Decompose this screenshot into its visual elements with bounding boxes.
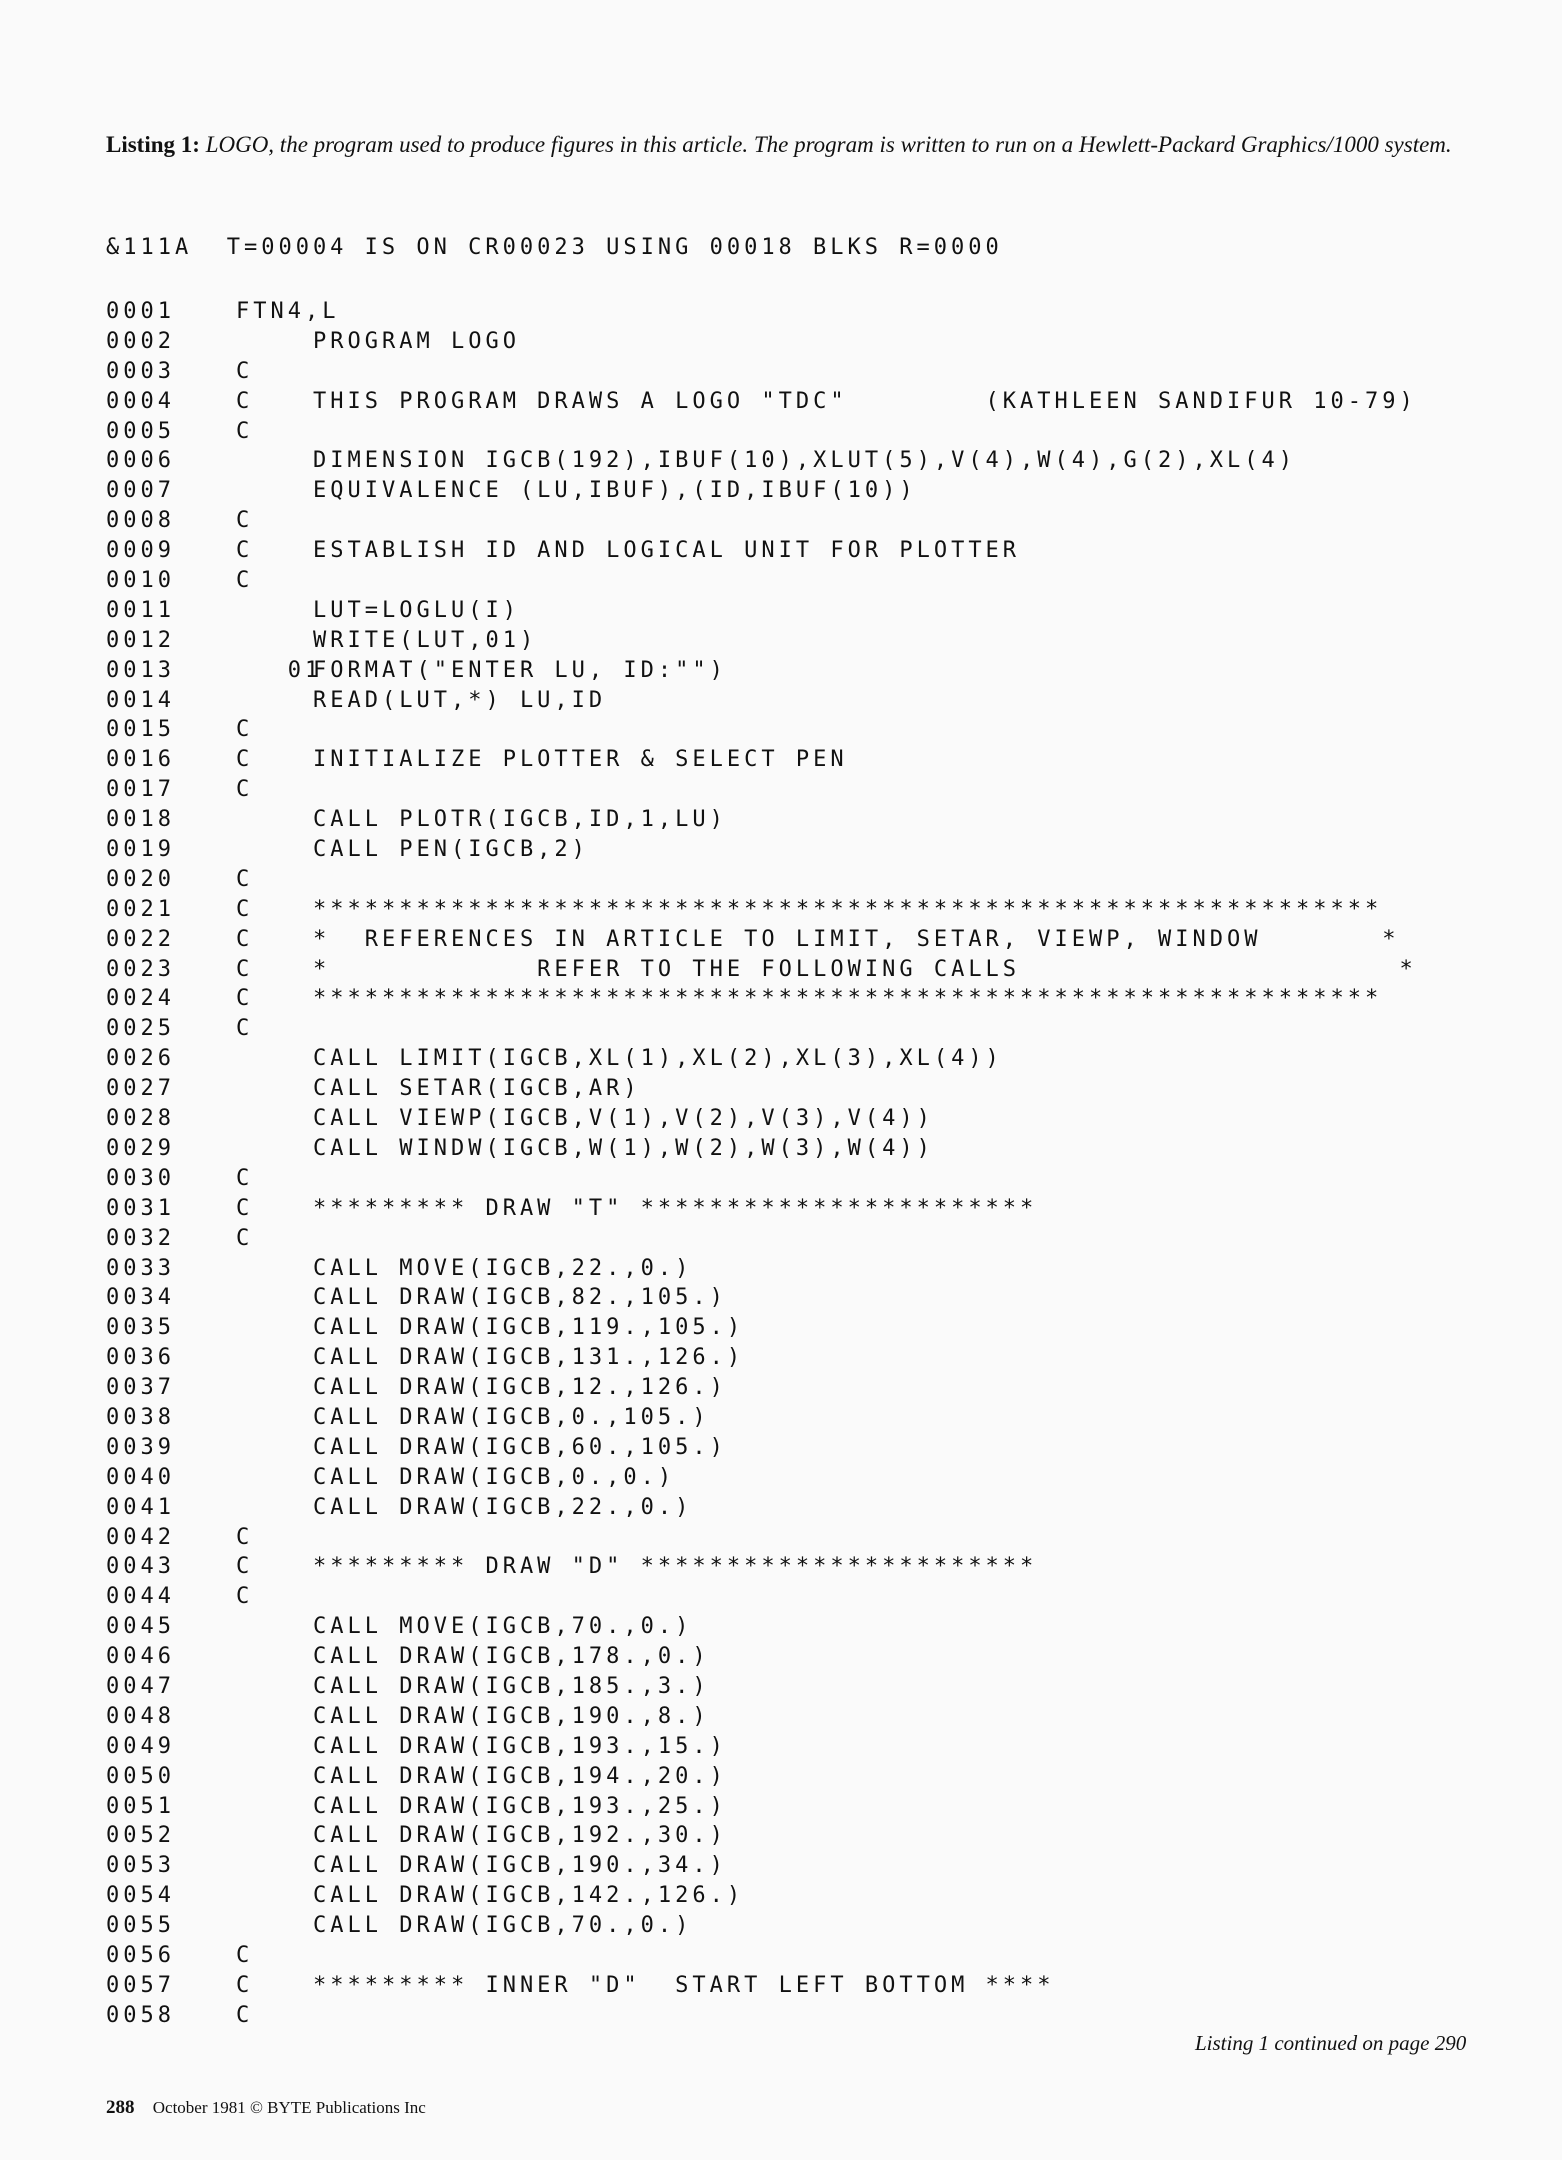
- line-label: C: [236, 568, 254, 594]
- line-code: CALL DRAW(IGCB,70.,0.): [313, 1913, 693, 1939]
- line-number: 0026: [106, 1046, 175, 1072]
- listing-line: [106, 895, 1526, 925]
- listing-line: [106, 1044, 1526, 1074]
- line-code: PROGRAM LOGO: [313, 328, 520, 354]
- listing-line: [106, 686, 1526, 716]
- line-label: 01: [236, 657, 323, 683]
- line-label: C: [236, 1942, 254, 1968]
- listing-line: [106, 1821, 1526, 1851]
- listing-line: [106, 1762, 1526, 1792]
- line-number: 0040: [106, 1464, 175, 1490]
- line-number: 0020: [106, 866, 175, 892]
- line-code: CALL DRAW(IGCB,82.,105.): [313, 1285, 727, 1311]
- listing-line: [106, 1254, 1526, 1284]
- line-code: EQUIVALENCE (LU,IBUF),(ID,IBUF(10)): [313, 478, 917, 504]
- line-label: C: [236, 358, 254, 384]
- line-number: 0050: [106, 1763, 175, 1789]
- line-number: 0031: [106, 1195, 175, 1221]
- line-number: 0038: [106, 1404, 175, 1430]
- line-number: 0004: [106, 388, 175, 414]
- listing-line: [106, 1493, 1526, 1523]
- line-number: 0045: [106, 1614, 175, 1640]
- caption-text: LOGO, the program used to produce figures in this article. The program is written to run on a Hewlett-Packard Graphics/1000 system.: [205, 132, 1452, 157]
- listing-line: [106, 1971, 1526, 2001]
- line-number: 0006: [106, 448, 175, 474]
- line-code: CALL DRAW(IGCB,131.,126.): [313, 1345, 745, 1371]
- listing-line: [106, 745, 1526, 775]
- line-code: ********* DRAW "D" ***********************: [313, 1554, 1038, 1580]
- line-number: 0005: [106, 418, 175, 444]
- listing-line: [106, 1911, 1526, 1941]
- line-code: ESTABLISH ID AND LOGICAL UNIT FOR PLOTTER: [313, 538, 1021, 564]
- listing-line: [106, 1732, 1526, 1762]
- line-code: **************************************************************: [313, 896, 1383, 922]
- line-label: C: [236, 1554, 254, 1580]
- line-code: CALL DRAW(IGCB,0.,105.): [313, 1404, 710, 1430]
- line-code: CALL LIMIT(IGCB,XL(1),XL(2),XL(3),XL(4)): [313, 1046, 1003, 1072]
- caption-label: Listing 1:: [106, 132, 200, 157]
- listing-line: [106, 1014, 1526, 1044]
- line-number: 0003: [106, 358, 175, 384]
- line-number: 0054: [106, 1883, 175, 1909]
- line-number: 0017: [106, 777, 175, 803]
- line-label: C: [236, 1195, 254, 1221]
- listing-line: [106, 297, 1526, 327]
- line-number: 0051: [106, 1793, 175, 1819]
- line-code: CALL MOVE(IGCB,22.,0.): [313, 1255, 693, 1281]
- line-code: CALL DRAW(IGCB,119.,105.): [313, 1315, 745, 1341]
- listing-line: [106, 387, 1526, 417]
- listing-line: [106, 1104, 1526, 1134]
- listing-line: [106, 1343, 1526, 1373]
- line-number: 0037: [106, 1375, 175, 1401]
- continued-note: Listing 1 continued on page 290: [1195, 2031, 1467, 2055]
- listing-line: [106, 1164, 1526, 1194]
- line-code: CALL DRAW(IGCB,12.,126.): [313, 1375, 727, 1401]
- line-label: C: [236, 1016, 254, 1042]
- line-number: 0044: [106, 1584, 175, 1610]
- listing-line: [106, 1523, 1526, 1553]
- listing-line: [106, 775, 1526, 805]
- listing-line: [106, 626, 1526, 656]
- listing-line: [106, 925, 1526, 955]
- line-code: CALL DRAW(IGCB,60.,105.): [313, 1434, 727, 1460]
- listing-line: [106, 656, 1526, 686]
- line-label: C: [236, 926, 254, 952]
- line-number: 0025: [106, 1016, 175, 1042]
- listing-line: [106, 1224, 1526, 1254]
- line-label: C: [236, 388, 254, 414]
- line-number: 0046: [106, 1644, 175, 1670]
- listing-line: [106, 1433, 1526, 1463]
- listing-line: [106, 835, 1526, 865]
- line-number: 0042: [106, 1524, 175, 1550]
- line-number: 0028: [106, 1106, 175, 1132]
- line-label: FTN4,L: [236, 299, 340, 324]
- line-code: CALL DRAW(IGCB,178.,0.): [313, 1644, 710, 1670]
- listing-line: [106, 1074, 1526, 1104]
- listing-line: [106, 2001, 1526, 2031]
- line-number: 0056: [106, 1942, 175, 1968]
- listing-line: [106, 1552, 1526, 1582]
- code-listing: [106, 233, 1526, 2028]
- line-code: THIS PROGRAM DRAWS A LOGO "TDC" (KATHLEEN SANDIFUR 10-79): [313, 388, 1417, 414]
- line-number: 0018: [106, 807, 175, 833]
- line-label: C: [236, 896, 254, 922]
- listing-line: [106, 984, 1526, 1014]
- line-number: 0014: [106, 687, 175, 713]
- line-label: C: [236, 747, 254, 773]
- line-number: 0048: [106, 1703, 175, 1729]
- listing-line: [106, 955, 1526, 985]
- listing-line: [106, 476, 1526, 506]
- line-code: CALL PLOTR(IGCB,ID,1,LU): [313, 807, 727, 833]
- line-number: 0021: [106, 896, 175, 922]
- listing-line: [106, 1612, 1526, 1642]
- listing-line: [106, 327, 1526, 357]
- line-code: * REFER TO THE FOLLOWING CALLS *: [313, 956, 1417, 982]
- line-number: 0053: [106, 1853, 175, 1879]
- listing-line: [106, 1851, 1526, 1881]
- line-label: C: [236, 777, 254, 803]
- line-number: 0057: [106, 1972, 175, 1998]
- line-number: 0055: [106, 1913, 175, 1939]
- line-code: CALL SETAR(IGCB,AR): [313, 1076, 641, 1102]
- listing-line: [106, 357, 1526, 387]
- line-number: 0009: [106, 538, 175, 564]
- line-label: C: [236, 2002, 254, 2028]
- line-code: * REFERENCES IN ARTICLE TO LIMIT, SETAR, VIEWP, WINDOW *: [313, 926, 1400, 952]
- listing-line: [106, 1463, 1526, 1493]
- listing-line: [106, 1582, 1526, 1612]
- line-number: 0019: [106, 837, 175, 863]
- line-number: 0016: [106, 747, 175, 773]
- line-code: ********* DRAW "T" ***********************: [313, 1195, 1038, 1221]
- listing-line: [106, 865, 1526, 895]
- line-label: C: [236, 717, 254, 743]
- line-code: CALL PEN(IGCB,2): [313, 837, 589, 863]
- line-label: C: [236, 538, 254, 564]
- line-number: 0010: [106, 568, 175, 594]
- line-number: 0039: [106, 1434, 175, 1460]
- line-number: 0043: [106, 1554, 175, 1580]
- line-label: C: [236, 508, 254, 534]
- line-label: C: [236, 1225, 254, 1251]
- line-number: 0035: [106, 1315, 175, 1341]
- line-number: 0007: [106, 478, 175, 504]
- line-number: 0032: [106, 1225, 175, 1251]
- line-code: LUT=LOGLU(I): [313, 597, 520, 623]
- line-number: 0012: [106, 627, 175, 653]
- listing-line: [106, 1881, 1526, 1911]
- line-number: 0034: [106, 1285, 175, 1311]
- line-code: READ(LUT,*) LU,ID: [313, 687, 607, 713]
- line-number: 0023: [106, 956, 175, 982]
- line-number: 0052: [106, 1823, 175, 1849]
- page-footer: [106, 2097, 426, 2119]
- listing-line: [106, 536, 1526, 566]
- line-code: CALL WINDW(IGCB,W(1),W(2),W(3),W(4)): [313, 1135, 934, 1161]
- line-label: C: [236, 1972, 254, 1998]
- line-code: CALL DRAW(IGCB,193.,15.): [313, 1733, 727, 1759]
- line-label: C: [236, 1584, 254, 1610]
- line-code: FORMAT("ENTER LU, ID:""): [313, 657, 727, 683]
- line-code: CALL DRAW(IGCB,142.,126.): [313, 1883, 745, 1909]
- listing-line: [106, 417, 1526, 447]
- line-number: 0049: [106, 1733, 175, 1759]
- line-number: 0008: [106, 508, 175, 534]
- listing-line: [106, 1403, 1526, 1433]
- line-label: C: [236, 418, 254, 444]
- line-code: CALL VIEWP(IGCB,V(1),V(2),V(3),V(4)): [313, 1106, 934, 1132]
- line-label: C: [236, 956, 254, 982]
- listing-line: [106, 446, 1526, 476]
- listing-line: [106, 1134, 1526, 1164]
- listing-header-line: &111A T=00004 IS ON CR00023 USING 00018 BLKS R=0000: [106, 235, 1003, 260]
- line-code: CALL DRAW(IGCB,190.,34.): [313, 1853, 727, 1879]
- line-number: 0013: [106, 657, 175, 683]
- listing-line: [106, 715, 1526, 745]
- footer-text: October 1981 © BYTE Publications Inc: [152, 2098, 426, 2117]
- line-number: 0024: [106, 986, 175, 1012]
- line-number: 0015: [106, 717, 175, 743]
- line-code: CALL DRAW(IGCB,193.,25.): [313, 1793, 727, 1819]
- line-number: 0041: [106, 1494, 175, 1520]
- listing-line: [106, 1313, 1526, 1343]
- line-number: 0029: [106, 1135, 175, 1161]
- listing-line: [106, 1283, 1526, 1313]
- line-number: 0022: [106, 926, 175, 952]
- listing-caption: [106, 128, 1506, 162]
- line-code: ********* INNER "D" START LEFT BOTTOM ****: [313, 1972, 1055, 1998]
- line-number: 0033: [106, 1255, 175, 1281]
- listing-line: [106, 1941, 1526, 1971]
- line-code: CALL MOVE(IGCB,70.,0.): [313, 1614, 693, 1640]
- line-code: CALL DRAW(IGCB,190.,8.): [313, 1703, 710, 1729]
- line-code: CALL DRAW(IGCB,185.,3.): [313, 1673, 710, 1699]
- line-code: **************************************************************: [313, 986, 1383, 1012]
- line-number: 0011: [106, 597, 175, 623]
- line-code: CALL DRAW(IGCB,192.,30.): [313, 1823, 727, 1849]
- line-label: C: [236, 1524, 254, 1550]
- listing-line: [106, 1702, 1526, 1732]
- line-number: 0002: [106, 328, 175, 354]
- line-code: CALL DRAW(IGCB,0.,0.): [313, 1464, 676, 1490]
- line-code: CALL DRAW(IGCB,22.,0.): [313, 1494, 693, 1520]
- listing-line: [106, 1373, 1526, 1403]
- line-number: 0001: [106, 299, 175, 324]
- line-number: 0027: [106, 1076, 175, 1102]
- line-label: C: [236, 866, 254, 892]
- listing-line: [106, 805, 1526, 835]
- listing-line: [106, 1792, 1526, 1822]
- listing-line: [106, 1642, 1526, 1672]
- listing-rows: [106, 297, 1526, 2031]
- line-code: INITIALIZE PLOTTER & SELECT PEN: [313, 747, 848, 773]
- line-code: CALL DRAW(IGCB,194.,20.): [313, 1763, 727, 1789]
- line-number: 0047: [106, 1673, 175, 1699]
- line-code: DIMENSION IGCB(192),IBUF(10),XLUT(5),V(4),W(4),G(2),XL(4): [313, 448, 1296, 474]
- listing-line: [106, 566, 1526, 596]
- listing-line: [106, 1194, 1526, 1224]
- line-code: WRITE(LUT,01): [313, 627, 538, 653]
- listing-line: [106, 506, 1526, 536]
- page-number: 288: [106, 2097, 135, 2118]
- line-number: 0036: [106, 1345, 175, 1371]
- line-number: 0058: [106, 2002, 175, 2028]
- listing-line: [106, 596, 1526, 626]
- line-label: C: [236, 986, 254, 1012]
- line-label: C: [236, 1165, 254, 1191]
- listing-line: [106, 1672, 1526, 1702]
- line-number: 0030: [106, 1165, 175, 1191]
